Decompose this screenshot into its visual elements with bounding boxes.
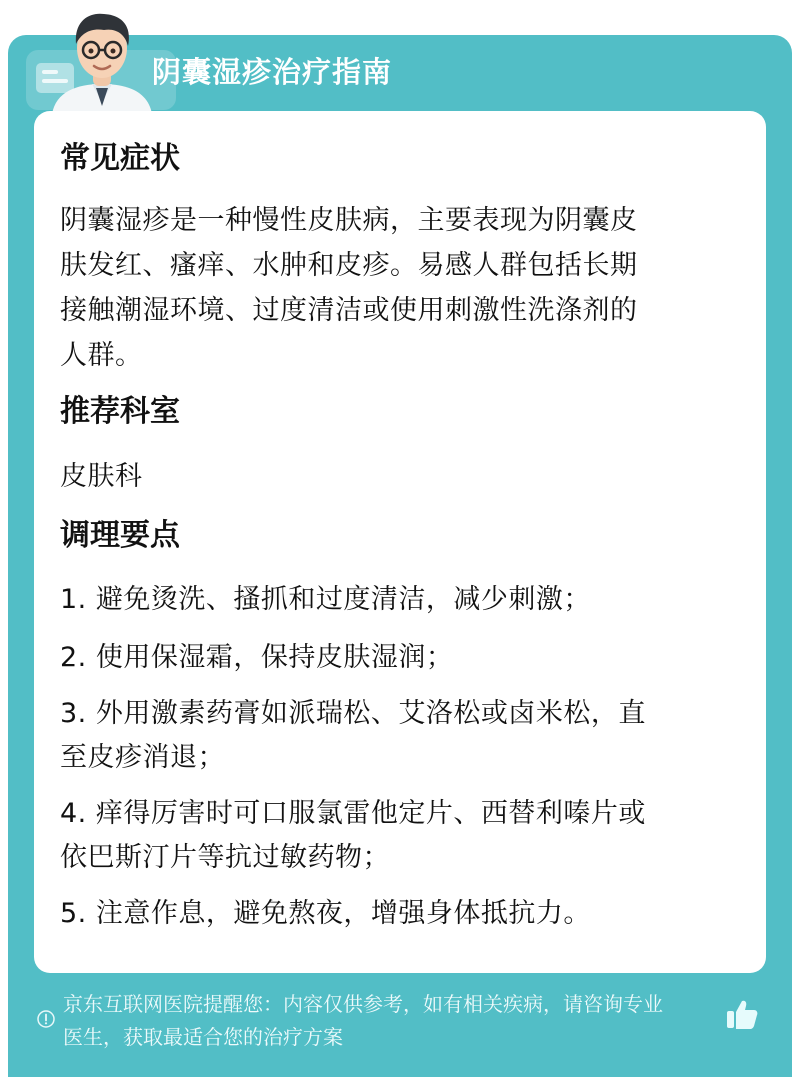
page-title: 阴囊湿疹治疗指南 [152,55,393,89]
symptoms-line-3: 接触潮湿环境、过度清洁或使用刺激性洗涤剂的 [60,295,638,326]
care-heading: 调理要点 [60,518,180,553]
care-item-4-line-1: 4. 痒得厉害时可口服氯雷他定片、西替利嗪片或 [60,798,646,829]
content-card [34,111,766,973]
symptoms-heading: 常见症状 [60,141,180,176]
symptoms-line-4: 人群。 [60,340,143,371]
care-item-5: 5. 注意作息，避免熬夜，增强身体抵抗力。 [60,898,591,929]
symptoms-line-2: 肤发红、瘙痒、水肿和皮疹。易感人群包括长期 [60,250,638,281]
care-item-4-line-2: 依巴斯汀片等抗过敏药物； [60,842,390,873]
care-item-3-line-1: 3. 外用激素药膏如派瑞松、艾洛松或卤米松，直 [60,698,646,729]
care-item-2: 2. 使用保湿霜，保持皮肤湿润； [60,642,454,673]
info-icon [36,1009,56,1029]
symptoms-line-1: 阴囊湿疹是一种慢性皮肤病，主要表现为阴囊皮 [60,205,638,236]
department-value: 皮肤科 [60,461,143,492]
footer-tip-line-2: 医生，获取最适合您的治疗方案 [63,1025,343,1049]
thumbs-up-icon[interactable] [724,996,760,1032]
care-item-3-line-2: 至皮疹消退； [60,742,225,773]
doctor-avatar [46,6,158,114]
footer-tip [63,988,733,1054]
care-item-1: 1. 避免烫洗、搔抓和过度清洁，减少刺激； [60,584,591,615]
footer-tip-line-1: 京东互联网医院提醒您：内容仅供参考，如有相关疾病，请咨询专业 [63,992,663,1016]
department-heading: 推荐科室 [60,394,180,429]
